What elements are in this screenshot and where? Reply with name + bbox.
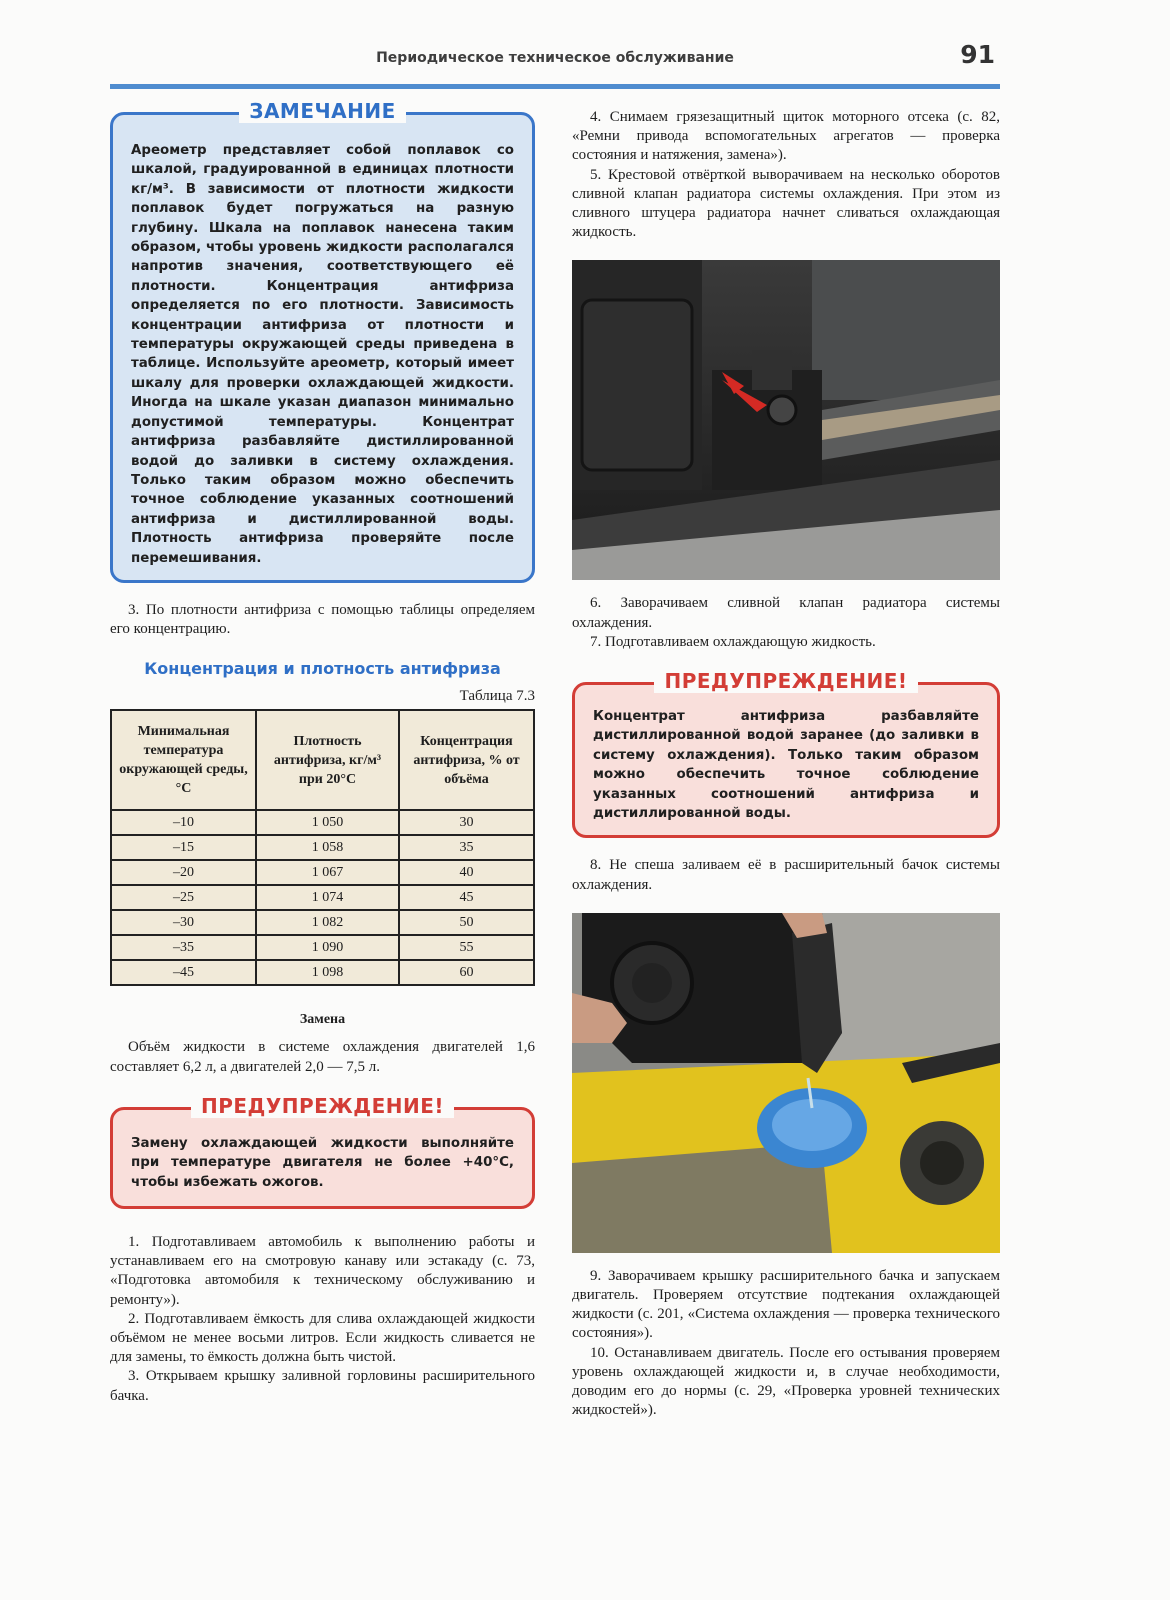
table-cell: –45	[111, 960, 256, 985]
left-column	[110, 99, 535, 1406]
table-cell: 1 058	[256, 835, 399, 860]
step-9: 9. Заворачиваем крышку расширительного бачка и запускаем двигатель. Проверяем отсутствие подтекания охлаждающей жидкости (с. 201, «Система охлаждения — проверка технического состояния»).	[572, 1267, 1000, 1342]
step-1: 1. Подготавливаем автомобиль к выполнению работы и устанавливаем его на смотровую канаву или эстакаду (с. 73, «Подготовка автомобиля к техническому обслуживанию и ремонту»).	[110, 1233, 535, 1308]
photo-filling-coolant	[572, 913, 1000, 1253]
warning-text: Концентрат антифриза разбавляйте дистиллированной водой заранее (до заливки в систему охлаждения). Только таким образом можно обеспечить точное соблюдение указанных соотношений антифриза и дистиллированной воды.	[593, 709, 979, 822]
antifreeze-table	[110, 709, 535, 986]
table-cell: 60	[399, 960, 534, 985]
step-2: 2. Подготавливаем ёмкость для слива охлаждающей жидкости объёмом не менее восьми литров. Если жидкость сливается не для замены, то ёмкость должна быть чистой.	[110, 1310, 535, 1366]
note-title: ЗАМЕЧАНИЕ	[239, 99, 406, 123]
table-header-row	[111, 710, 534, 810]
warning-title: ПРЕДУПРЕЖДЕНИЕ!	[191, 1094, 454, 1118]
replacement-text: Объём жидкости в системе охлаждения двигателей 1,6 составляет 6,2 л, а двигателей 2,0 — 7,5 л.	[110, 1039, 535, 1075]
table-cell: 1 090	[256, 935, 399, 960]
replacement-heading: Замена	[299, 1012, 346, 1028]
warning-title: ПРЕДУПРЕЖДЕНИЕ!	[654, 669, 917, 693]
table-cell: 1 098	[256, 960, 399, 985]
column-header-temperature: Минимальная температура окружающей среды, °С	[111, 710, 256, 810]
step-8: 8. Не спеша заливаем её в расширительный бачок системы охлаждения.	[572, 857, 1000, 893]
page-number: 91	[960, 40, 995, 69]
step-10: 10. Останавливаем двигатель. После его остывания проверяем уровень охлаждающей жидкости и, в случае необходимости, доводим его до нормы (с. 29, «Проверка уровней технических жидкостей»).	[572, 1344, 1000, 1419]
table-cell: –35	[111, 935, 256, 960]
table-cell: 1 082	[256, 910, 399, 935]
table-cell: 30	[399, 810, 534, 835]
table-cell: –25	[111, 885, 256, 910]
radiator-drain-illustration	[572, 260, 1000, 580]
table-cell: –30	[111, 910, 256, 935]
table-row	[111, 910, 534, 935]
step-6: 6. Заворачиваем сливной клапан радиатора системы охлаждения.	[572, 595, 1000, 631]
table-row	[111, 960, 534, 985]
table-heading: Концентрация и плотность антифриза	[144, 659, 501, 679]
photo-radiator-drain-valve	[572, 260, 1000, 580]
note-box	[110, 99, 535, 583]
table-number: Таблица 7.3	[459, 688, 535, 705]
column-header-concentration: Концентрация антифриза, % от объёма	[399, 710, 534, 810]
warning-text: Замену охлаждающей жидкости выполняйте при температуре двигателя не более +40°С, чтобы избежать ожогов.	[131, 1135, 514, 1190]
table-row	[111, 860, 534, 885]
column-header-density: Плотность антифриза, кг/м³ при 20°С	[256, 710, 399, 810]
table-row	[111, 835, 534, 860]
step-5: 5. Крестовой отвёрткой выворачиваем на несколько оборотов сливной клапан радиатора системы охлаждения. При этом из сливного штуцера радиатора начнет сливаться охлаждающая жидкость.	[572, 166, 1000, 241]
table-cell: 50	[399, 910, 534, 935]
table-cell: –15	[111, 835, 256, 860]
step-3-density: 3. По плотности антифриза с помощью таблицы определяем его концентрацию.	[110, 601, 535, 638]
table-cell: 45	[399, 885, 534, 910]
note-text: Ареометр представляет собой поплавок со шкалой, градуированной в единицах плотности кг/м³. В зависимости от плотности жидкости поплавок будет погружаться на разную глубину. Шкала на поплавок нанесена таким образом, чтобы уровень жидкости располагался напротив значения, соответствующего её плотности. Концентрация антифриза определяется по его плотности. Зависимость концентрации антифриза от плотности и температуры окружающей среды приведена в таблице. Используйте ареометр, который имеет шкалу для проверки охлаждающей жидкости. Иногда на шкале указан диапазон минимально допустимой температуры. Концентрат антифриза разбавляйте дистиллированной водой до заливки в систему охлаждения. Только таким образом можно обеспечить точное соблюдение указанных соотношений антифриза и дистиллированной воды. Плотность антифриза проверяйте после перемешивания.	[131, 143, 514, 566]
step-4: 4. Снимаем грязезащитный щиток моторного отсека (с. 82, «Ремни привода вспомогательных агрегатов — проверка состояния и натяжения, замена»).	[572, 109, 1000, 164]
table-row	[111, 935, 534, 960]
step-7: 7. Подготавливаем охлаждающую жидкость.	[590, 633, 876, 650]
table-cell: 55	[399, 935, 534, 960]
table-row	[111, 810, 534, 835]
running-header: Периодическое техническое обслуживание	[376, 50, 734, 66]
table-cell: 35	[399, 835, 534, 860]
filling-coolant-illustration	[572, 913, 1000, 1253]
table-cell: 1 050	[256, 810, 399, 835]
table-cell: 40	[399, 860, 534, 885]
step-3-open-cap: 3. Открываем крышку заливной горловины расширительного бачка.	[110, 1368, 535, 1404]
warning-box-dilute	[572, 669, 1000, 838]
warning-box-hot-engine	[110, 1093, 535, 1209]
header-rule	[110, 84, 1000, 89]
table-cell: –20	[111, 860, 256, 885]
table-row	[111, 885, 534, 910]
table-cell: 1 067	[256, 860, 399, 885]
table-cell: 1 074	[256, 885, 399, 910]
right-column	[572, 108, 1000, 1421]
table-cell: –10	[111, 810, 256, 835]
